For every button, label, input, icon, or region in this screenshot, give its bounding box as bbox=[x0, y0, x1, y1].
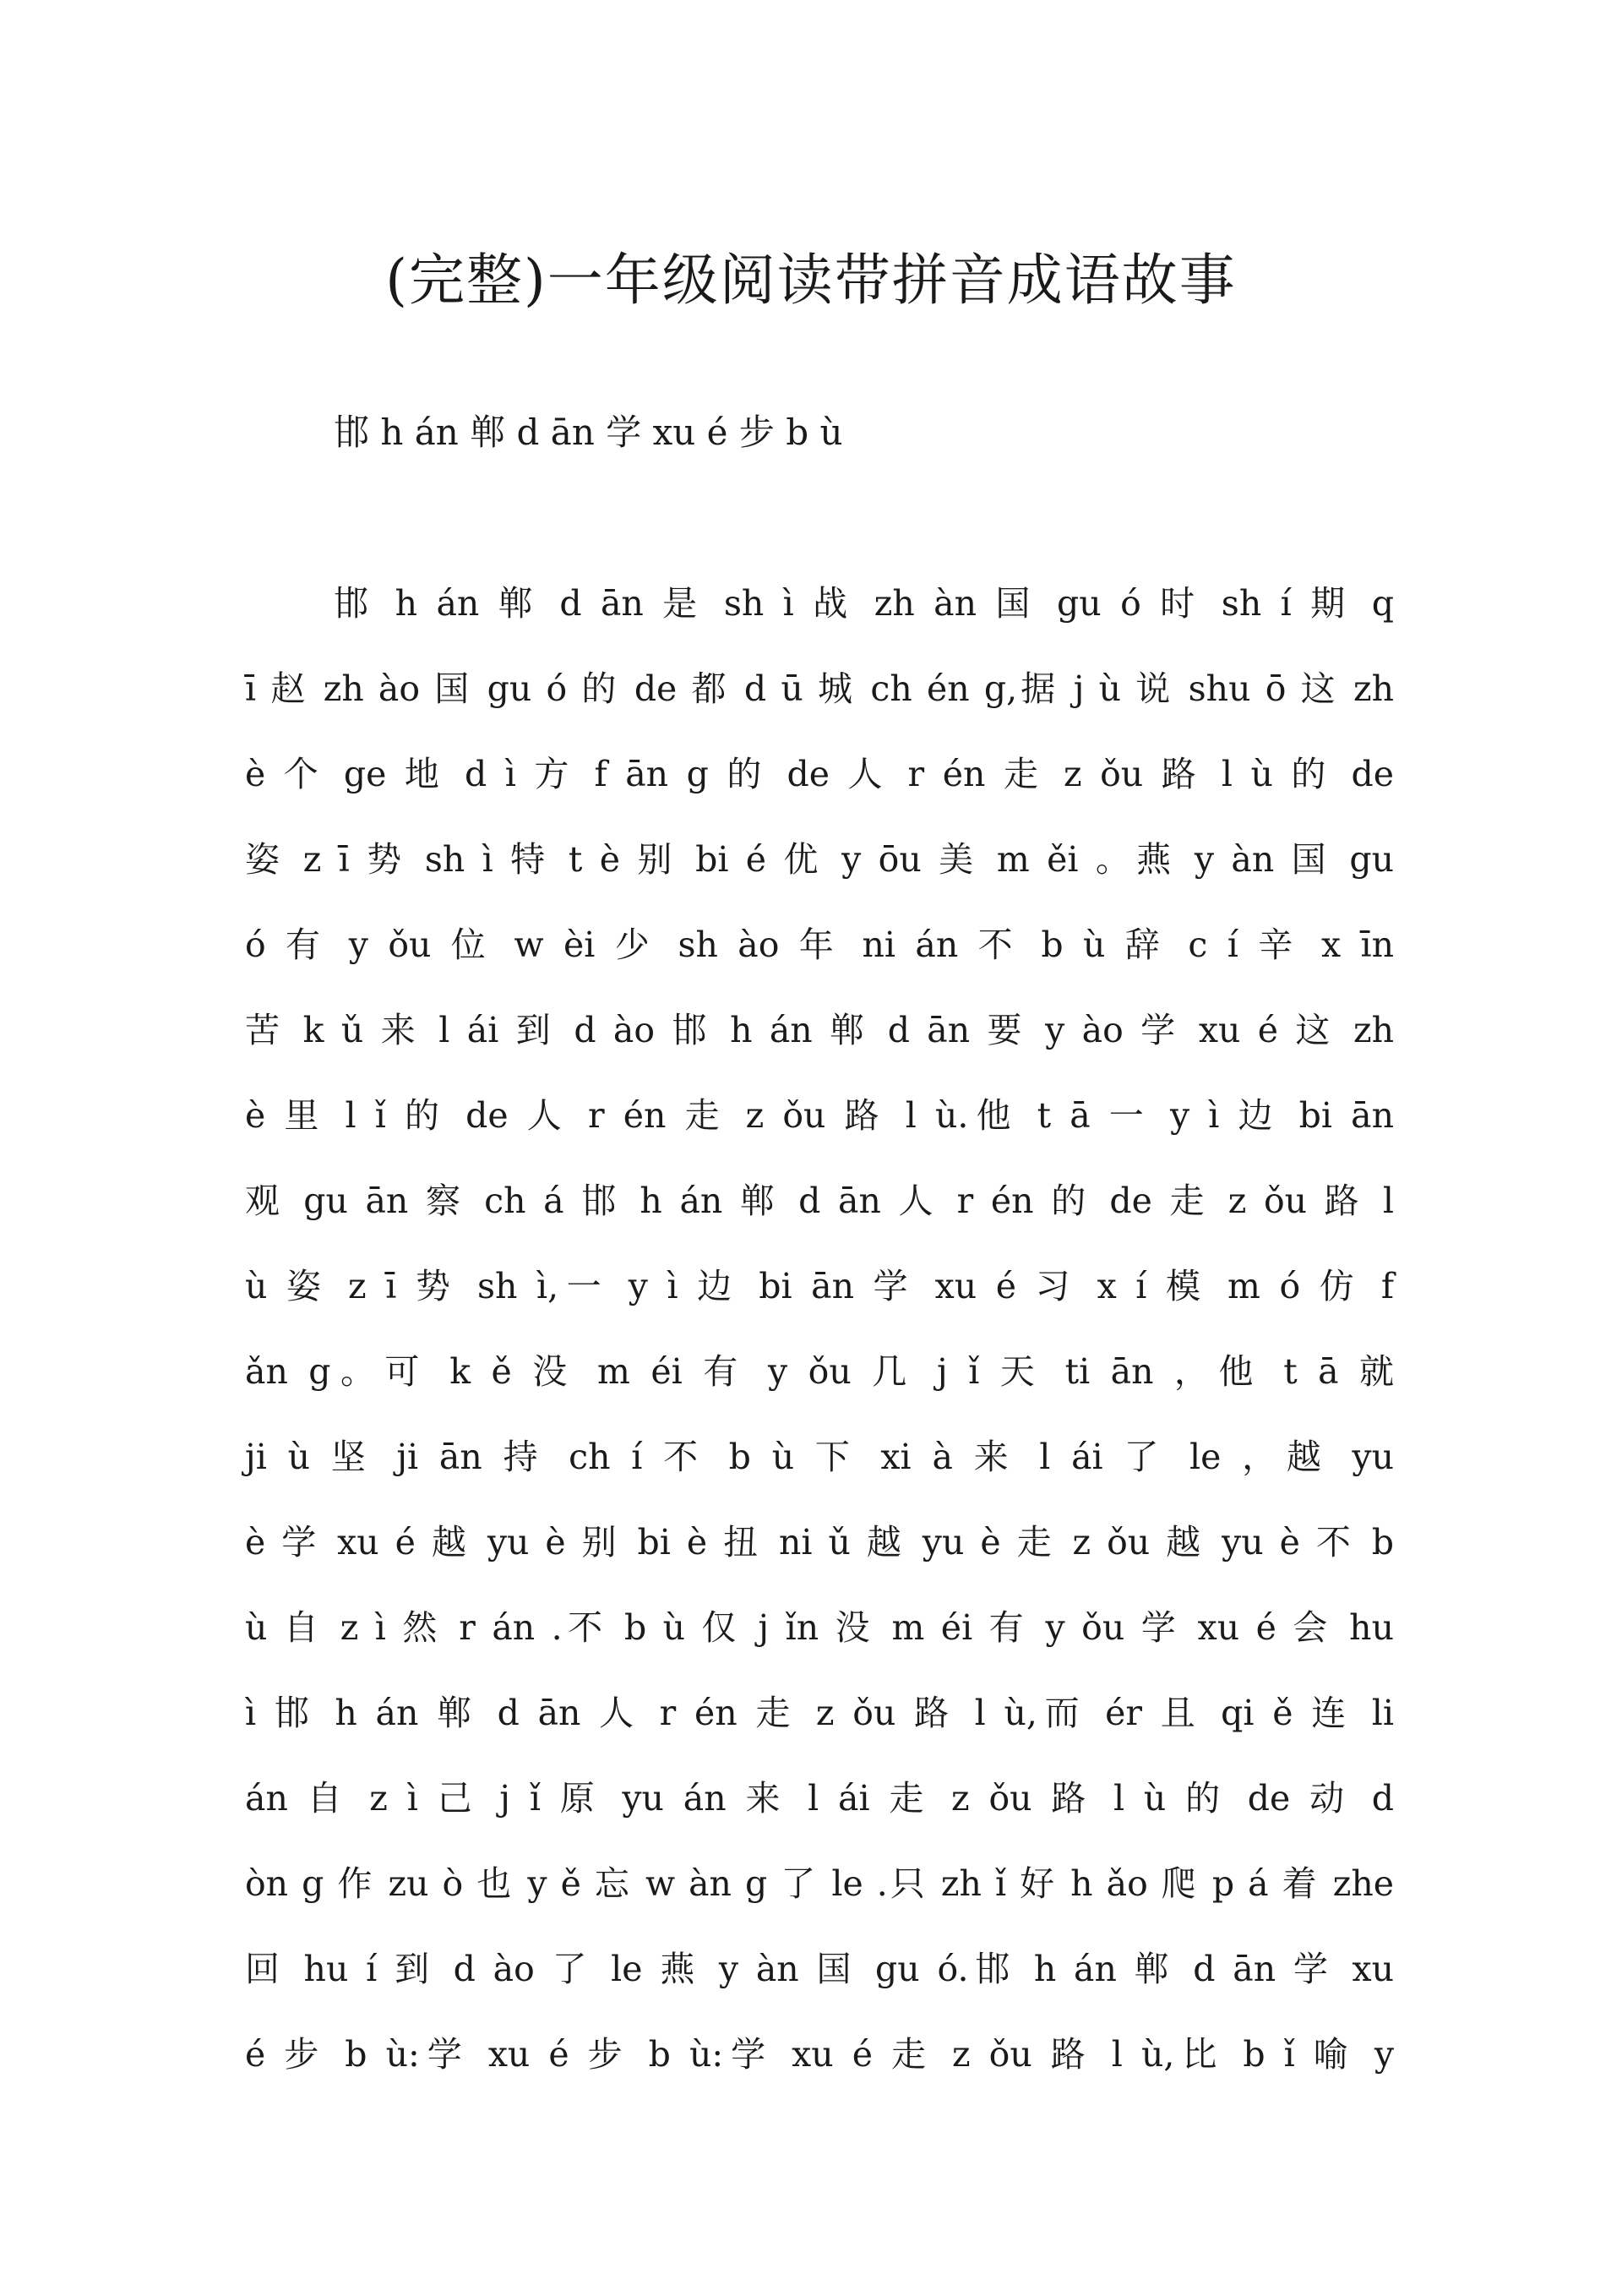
body-line: 姿 z ī 势 sh ì 特 t è 别 bi é 优 y ōu 美 m ěi 。燕 y àn 国 gu bbox=[245, 839, 1394, 880]
body-line: ji ù 坚 ji ān 持 ch í 不 b ù 下 xi à 来 l ái 了 le ，越 yu bbox=[245, 1437, 1394, 1477]
body-line: è 学 xu é 越 yu è 别 bi è 扭 ni ǔ 越 yu è 走 z ǒu 越 yu è 不 b bbox=[245, 1522, 1394, 1562]
story-heading: 邯 h án 郸 d ān 学 xu é 步 b ù bbox=[334, 412, 843, 453]
body-line: án 自 z ì 己 j ǐ 原 yu án 来 l ái 走 z ǒu 路 l ù 的 de 动 d bbox=[245, 1778, 1394, 1819]
body-line: 观 gu ān 察 ch á 邯 h án 郸 d ān 人 r én 的 de 走 z ǒu 路 l bbox=[245, 1181, 1394, 1221]
body-line: 苦 k ǔ 来 l ái 到 d ào 邯 h án 郸 d ān 要 y ào 学 xu é 这 zh bbox=[245, 1010, 1394, 1050]
body-line: 邯 h án 郸 d ān 是 sh ì 战 zh àn 国 gu ó 时 sh í 期 q bbox=[334, 583, 1394, 624]
body-line: ù 姿 z ī 势 sh ì,一 y ì 边 bi ān 学 xu é 习 x í 模 m ó 仿 f bbox=[245, 1266, 1394, 1306]
body-line: è 个 ge 地 d ì 方 f ān g 的 de 人 r én 走 z ǒu 路 l ù 的 de bbox=[245, 754, 1394, 794]
body-line: è 里 l ǐ 的 de 人 r én 走 z ǒu 路 l ù.他 t ā 一 y ì 边 bi ān bbox=[245, 1095, 1394, 1136]
body-line: 回 hu í 到 d ào 了 le 燕 y àn 国 gu ó.邯 h án 郸 d ān 学 xu bbox=[245, 1949, 1394, 1989]
body-line: òn g 作 zu ò 也 y ě 忘 w àn g 了 le .只 zh ǐ 好 h ǎo 爬 p á 着 zhe bbox=[245, 1863, 1394, 1904]
body-line: ù 自 z ì 然 r án .不 b ù 仅 j ǐn 没 m éi 有 y ǒu 学 xu é 会 hu bbox=[245, 1607, 1394, 1648]
body-line: ī 赵 zh ào 国 gu ó 的 de 都 d ū 城 ch én g,据 j ù 说 shu ō 这 zh bbox=[245, 668, 1394, 709]
document-title: (完整)一年级阅读带拼音成语故事 bbox=[385, 248, 1237, 313]
body-line: ǎn g。可 k ě 没 m éi 有 y ǒu 几 j ǐ 天 ti ān ，他 t ā 就 bbox=[245, 1351, 1394, 1392]
body-line: é 步 b ù:学 xu é 步 b ù:学 xu é 走 z ǒu 路 l ù,比 b ǐ 喻 y bbox=[245, 2034, 1394, 2075]
body-line: ì 邯 h án 郸 d ān 人 r én 走 z ǒu 路 l ù,而 ér 且 qi ě 连 li bbox=[245, 1693, 1394, 1733]
body-line: ó 有 y ǒu 位 w èi 少 sh ào 年 ni án 不 b ù 辞 c í 辛 x īn bbox=[245, 924, 1394, 965]
